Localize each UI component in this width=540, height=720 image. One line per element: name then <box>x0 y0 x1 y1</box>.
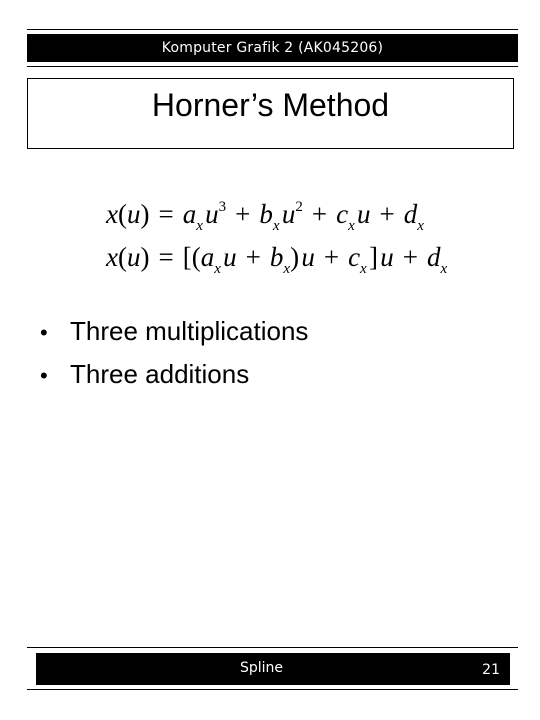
course-title: Komputer Grafik 2 (AK045206) <box>161 40 384 56</box>
slide-title: Horner’s Method <box>151 87 390 123</box>
bullet-text: Three multiplications <box>70 316 309 346</box>
bullet-icon: • <box>40 320 48 345</box>
bullet-text: Three additions <box>70 359 250 389</box>
bullet-icon: • <box>40 363 48 388</box>
header-bar <box>27 34 518 62</box>
list-item <box>40 316 308 359</box>
footer-bar <box>36 653 510 685</box>
bullet-list <box>40 316 308 402</box>
formula-line-2: x(u) = [($a_x$ u + $b_x$) u + $c_x$ ] u + $d_x$ <box>106 242 448 277</box>
title-box <box>27 78 514 149</box>
formula-block <box>106 200 446 288</box>
page-number: 21 <box>482 662 500 678</box>
footer-label: Spline <box>240 660 284 676</box>
top-rule <box>27 29 518 30</box>
header-bottom-rule <box>27 66 518 67</box>
list-item <box>40 359 308 402</box>
formula-line-1: x(u) = $a_x$ $u^3$ + $b_x$ $u^2$ + $c_x$ u + $d_x$ <box>106 199 424 234</box>
footer-bottom-rule <box>27 689 518 690</box>
footer-top-rule <box>27 647 518 648</box>
